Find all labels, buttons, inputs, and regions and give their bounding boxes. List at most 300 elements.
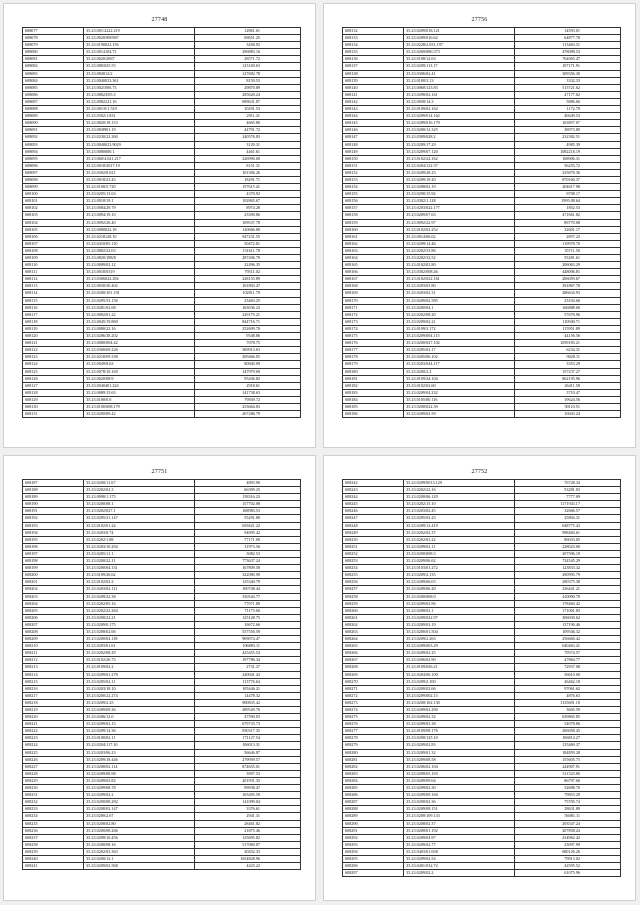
code-cell: 35.23.0092/22.97 — [404, 219, 515, 226]
account-cell: 608148 — [343, 141, 404, 148]
code-cell: 35.23.0202/08.20 — [404, 311, 515, 318]
amount-cell: 107171.91 — [515, 63, 621, 70]
amount-cell: 1852.53 — [515, 205, 621, 212]
code-cell: 35.23.0100/008.179 — [84, 403, 195, 410]
code-cell: 35.23.0204/06.100 — [404, 671, 515, 678]
code-cell: 35.23.00/8901.19 — [84, 127, 195, 134]
table-row — [343, 487, 621, 494]
code-cell: 35.23.0102/26.75 — [84, 657, 195, 664]
account-cell: 608242 — [343, 480, 404, 487]
account-cell: 608192 — [23, 515, 84, 522]
code-cell: 35.23.0018/2017.19 — [84, 162, 195, 169]
account-cell: 608245 — [343, 501, 404, 508]
amount-cell: 699631.87 — [195, 98, 301, 105]
account-cell: 608182 — [343, 382, 404, 389]
code-cell: 35.23.0020/2067 — [84, 56, 195, 63]
amount-cell: 207596.19 — [515, 550, 621, 557]
code-cell: 35.23.0202/22.16 — [404, 487, 515, 494]
table-row — [343, 536, 621, 543]
table-row — [23, 91, 301, 98]
code-cell: 35.23.0208/10.456 — [84, 834, 195, 841]
table-row — [343, 643, 621, 650]
account-cell: 608221 — [23, 721, 84, 728]
table-row — [23, 863, 301, 870]
table-row — [23, 290, 301, 297]
amount-cell: 293547.24 — [515, 820, 621, 827]
table-row — [23, 848, 301, 855]
code-cell: 35.23.0208/05.193 — [404, 770, 515, 777]
table-row — [23, 515, 301, 522]
account-cell: 608093 — [23, 141, 84, 148]
code-cell: 35.23.0089/15.63 — [84, 389, 195, 396]
account-cell: 608089 — [23, 113, 84, 120]
amount-cell: 900835.42 — [195, 699, 301, 706]
amount-cell: 4461.61 — [195, 148, 301, 155]
amount-cell: 79511.02 — [195, 269, 301, 276]
code-cell: 35.23.0080/004.42 — [84, 340, 195, 347]
amount-cell: 235878.36 — [515, 169, 621, 176]
code-cell: 35.23.0200/01.504 — [404, 628, 515, 635]
amount-cell: 137190.46 — [515, 621, 621, 628]
amount-cell: 64877.78 — [515, 35, 621, 42]
table-row — [343, 354, 621, 361]
code-cell: 35.23.0109/08.176 — [404, 728, 515, 735]
code-cell: 35.23.0209/09.26 — [84, 707, 195, 714]
account-cell: 608113 — [23, 283, 84, 290]
code-cell: 35.23.0202/03.22 — [404, 536, 515, 543]
account-cell: 608202 — [23, 586, 84, 593]
table-row — [23, 572, 301, 579]
table-row — [23, 806, 301, 813]
table-row — [343, 593, 621, 600]
table-row — [343, 501, 621, 508]
amount-cell: 52688.70 — [515, 785, 621, 792]
amount-cell: 209466.05 — [195, 354, 301, 361]
code-cell: 35.23.0820/188/8 — [84, 255, 195, 262]
account-cell: 608150 — [343, 155, 404, 162]
table-row — [23, 756, 301, 763]
account-cell: 608094 — [23, 148, 84, 155]
code-cell: 35.23.001/0/1.510 — [84, 106, 195, 113]
amount-cell: 930317.35 — [195, 728, 301, 735]
table-row — [343, 870, 621, 877]
amount-cell: 141099.04 — [195, 799, 301, 806]
code-cell: 35.23.0094/19.10 — [84, 212, 195, 219]
amount-cell: 168983.53 — [195, 508, 301, 515]
code-cell: 35.23.001/2222.219 — [84, 28, 195, 35]
table-row — [23, 529, 301, 536]
amount-cell: 14593.01 — [515, 28, 621, 35]
amount-cell: 679735.73 — [195, 721, 301, 728]
code-cell: 35.23.0078/10.169 — [84, 368, 195, 375]
table-row — [23, 403, 301, 410]
amount-cell: 47177.02 — [515, 91, 621, 98]
amount-cell: 998484.61 — [515, 529, 621, 536]
account-cell: 608178 — [343, 354, 404, 361]
account-cell: 608249 — [343, 529, 404, 536]
code-cell: 35.23.0218/09.338 — [84, 354, 195, 361]
account-cell: 608219 — [23, 707, 84, 714]
code-cell: 35.23.0030/30.402 — [84, 283, 195, 290]
table-row — [343, 692, 621, 699]
amount-cell: 66399.25 — [195, 487, 301, 494]
amount-cell: 141738.63 — [195, 389, 301, 396]
amount-cell: 123169.63 — [195, 63, 301, 70]
code-cell: 35.23.0205/02.11 — [84, 678, 195, 685]
amount-cell: 120666.80 — [195, 226, 301, 233]
account-cell: 608136 — [343, 56, 404, 63]
account-cell: 608107 — [23, 240, 84, 247]
code-cell: 35.23.0202/32.52 — [404, 255, 515, 262]
account-cell: 608121 — [23, 340, 84, 347]
account-cell: 608195 — [23, 536, 84, 543]
account-cell: 608156 — [343, 198, 404, 205]
amount-cell: 86033.05 — [515, 536, 621, 543]
amount-cell: 76728.34 — [515, 480, 621, 487]
account-cell: 608207 — [23, 621, 84, 628]
table-row — [343, 403, 621, 410]
amount-cell: 9028.11 — [515, 354, 621, 361]
account-cell: 608183 — [343, 389, 404, 396]
table-row — [23, 543, 301, 550]
amount-cell: 158316.23 — [195, 494, 301, 501]
amount-cell: 4425.22 — [195, 863, 301, 870]
table-row — [23, 113, 301, 120]
code-cell: 35.23.0209/02.25 — [404, 650, 515, 657]
account-cell: 608175 — [343, 333, 404, 340]
account-cell: 608241 — [23, 863, 84, 870]
account-cell: 608101 — [23, 198, 84, 205]
account-cell: 608263 — [343, 628, 404, 635]
table-row — [343, 162, 621, 169]
account-cell: 608165 — [343, 262, 404, 269]
amount-cell: 165495.59 — [195, 792, 301, 799]
account-cell: 608130 — [23, 403, 84, 410]
account-cell: 608166 — [343, 269, 404, 276]
table-row — [343, 508, 621, 515]
table-row — [23, 841, 301, 848]
amount-cell: 369913.63 — [195, 347, 301, 354]
account-cell: 608097 — [23, 169, 84, 176]
account-cell: 608272 — [343, 692, 404, 699]
table-row — [23, 501, 301, 508]
code-cell: 35.23.0206/12.0 — [84, 714, 195, 721]
code-cell: 35.23.0209/09.64 — [404, 777, 515, 784]
table-row — [343, 347, 621, 354]
amount-cell: 206063.29 — [515, 262, 621, 269]
amount-cell: 3997.53 — [195, 770, 301, 777]
account-cell: 608141 — [343, 91, 404, 98]
account-cell: 608254 — [343, 565, 404, 572]
table-row — [23, 247, 301, 254]
code-cell: 35.23.0100/02.11 — [84, 735, 195, 742]
table-row — [343, 855, 621, 862]
amount-cell: 86797.60 — [515, 777, 621, 784]
amount-cell: 724545.29 — [515, 558, 621, 565]
account-cell: 608108 — [23, 247, 84, 254]
amount-cell: 22496.35 — [195, 262, 301, 269]
table-row — [23, 550, 301, 557]
table-row — [343, 141, 621, 148]
account-cell: 608194 — [23, 529, 84, 536]
amount-cell: 267286.79 — [195, 411, 301, 418]
amount-cell: 79574.57 — [515, 650, 621, 657]
code-cell: 35.23.0018/19.1 — [84, 198, 195, 205]
account-cell: 608266 — [343, 650, 404, 657]
code-cell: 35.23.0202/02.37 — [404, 529, 515, 536]
amount-cell: 448006.81 — [515, 269, 621, 276]
code-cell: 35.23.0202/15.10 — [404, 501, 515, 508]
code-cell: 35.23.0208/02.1 — [404, 607, 515, 614]
amount-cell: 4370.92 — [195, 191, 301, 198]
table-row — [23, 134, 301, 141]
amount-cell: 773637.24 — [195, 558, 301, 565]
code-cell: 35.23.0200/2.2 — [404, 368, 515, 375]
table-row — [343, 375, 621, 382]
code-cell: 35.23.0109/26.62 — [84, 572, 195, 579]
amount-cell: 3129.31 — [195, 141, 301, 148]
amount-cell: 8974.28 — [195, 205, 301, 212]
account-cell: 608168 — [343, 283, 404, 290]
table-row — [343, 550, 621, 557]
table-row — [343, 77, 621, 84]
account-cell: 608147 — [343, 134, 404, 141]
account-cell: 608287 — [343, 799, 404, 806]
account-cell: 608169 — [343, 290, 404, 297]
account-cell: 608160 — [343, 226, 404, 233]
table-row — [343, 543, 621, 550]
account-cell: 608143 — [343, 106, 404, 113]
table-row — [343, 389, 621, 396]
amount-cell: 57670.96 — [515, 311, 621, 318]
table-row — [23, 855, 301, 862]
code-cell: 35.23.0209/17.29 — [404, 141, 515, 148]
account-cell: 608271 — [343, 685, 404, 692]
table-row — [23, 721, 301, 728]
code-cell: 35.23.0209/003.29 — [404, 643, 515, 650]
code-cell: 35.23.0060/123.83 — [404, 84, 515, 91]
table-row — [23, 191, 301, 198]
code-cell: 35.23.0102/02.60 — [404, 382, 515, 389]
amount-cell: 28571.72 — [195, 56, 301, 63]
amount-cell: 9548.86 — [195, 333, 301, 340]
account-cell: 608116 — [23, 304, 84, 311]
account-cell: 608208 — [23, 628, 84, 635]
account-cell: 608137 — [343, 63, 404, 70]
amount-cell: 517069.07 — [195, 841, 301, 848]
table-row — [23, 84, 301, 91]
account-cell: 608171 — [343, 304, 404, 311]
table-row — [343, 63, 621, 70]
table-row — [23, 354, 301, 361]
code-cell: 35.23.0209/02.82 — [84, 777, 195, 784]
code-cell: 35.23.0205/11.1 — [84, 550, 195, 557]
account-cell: 608218 — [23, 699, 84, 706]
code-cell: 35.23.0401/032.72 — [404, 863, 515, 870]
account-cell: 608119 — [23, 325, 84, 332]
table-row — [343, 269, 621, 276]
amount-cell: 228155.89 — [195, 276, 301, 283]
amount-cell: 279959.57 — [195, 756, 301, 763]
amount-cell: 46649.53 — [515, 113, 621, 120]
account-cell: 608277 — [343, 728, 404, 735]
table-row — [343, 607, 621, 614]
table-row — [343, 233, 621, 240]
account-cell: 608225 — [23, 749, 84, 756]
account-cell: 608135 — [343, 49, 404, 56]
amount-cell: 178460.42 — [515, 600, 621, 607]
account-cell: 608226 — [23, 756, 84, 763]
amount-cell: 106814.27 — [515, 735, 621, 742]
table-row — [23, 389, 301, 396]
table-row — [23, 593, 301, 600]
amount-cell: 2918.61 — [195, 382, 301, 389]
table-row — [343, 664, 621, 671]
code-cell: 35.23.0202/33.86 — [404, 247, 515, 254]
account-cell: 608217 — [23, 692, 84, 699]
table-row — [23, 198, 301, 205]
table-row — [343, 529, 621, 536]
code-cell: 35.23.0080022.18 — [84, 226, 195, 233]
account-cell: 608112 — [23, 276, 84, 283]
account-cell: 608216 — [23, 685, 84, 692]
amount-cell: 862195.96 — [515, 375, 621, 382]
table-row — [343, 113, 621, 120]
amount-cell: 197786.34 — [195, 657, 301, 664]
amount-cell: 206059.67 — [515, 276, 621, 283]
code-cell: 35.23.0209/022.97 — [404, 614, 515, 621]
amount-cell: 163036.23 — [195, 304, 301, 311]
ledger-table — [22, 27, 301, 418]
code-cell: 35.23.0200/11.67 — [84, 480, 195, 487]
account-cell: 608144 — [343, 113, 404, 120]
amount-cell: 287206.79 — [195, 255, 301, 262]
amount-cell: 25804.31 — [515, 515, 621, 522]
table-row — [23, 834, 301, 841]
table-row — [23, 636, 301, 643]
code-cell: 35.23.0105/80.116 — [404, 396, 515, 403]
account-cell: 608282 — [343, 763, 404, 770]
account-cell: 608222 — [23, 728, 84, 735]
account-cell: 608197 — [23, 550, 84, 557]
code-cell: 35.23.0286/38.202 — [84, 333, 195, 340]
account-cell: 608110 — [23, 262, 84, 269]
table-row — [343, 565, 621, 572]
account-cell: 608233 — [23, 806, 84, 813]
table-row — [23, 565, 301, 572]
amount-cell: 680126.26 — [515, 848, 621, 855]
code-cell: 35.23.0202/027.1 — [84, 508, 195, 515]
amount-cell: 99938.47 — [195, 785, 301, 792]
code-cell: 35.23.0206/02.90 — [404, 657, 515, 664]
amount-cell: 147979.69 — [195, 368, 301, 375]
amount-cell: 32666.57 — [515, 508, 621, 515]
account-cell: 608284 — [343, 777, 404, 784]
code-cell: 35.23.0269/086.373 — [404, 49, 515, 56]
table-row — [23, 792, 301, 799]
table-row — [23, 255, 301, 262]
amount-cell: 289520.76 — [195, 707, 301, 714]
table-row — [23, 799, 301, 806]
code-cell: 35.23.0203/06.23 — [84, 749, 195, 756]
account-cell: 608159 — [343, 219, 404, 226]
code-cell: 35.23.0014104.71 — [84, 49, 195, 56]
account-cell: 608191 — [23, 508, 84, 515]
code-cell: 35.23.0410/05.110 — [84, 240, 195, 247]
code-cell: 35.23.0200/102.130 — [404, 699, 515, 706]
table-row — [343, 770, 621, 777]
amount-cell: 1172.79 — [515, 106, 621, 113]
account-cell: 608129 — [23, 396, 84, 403]
amount-cell: 109546.32 — [515, 628, 621, 635]
amount-cell: 32601.17 — [515, 226, 621, 233]
account-cell: 608077 — [23, 28, 84, 35]
account-cell: 608152 — [343, 169, 404, 176]
amount-cell: 640463.41 — [515, 643, 621, 650]
account-cell: 608139 — [343, 77, 404, 84]
code-cell: 35.23.0209/01.278 — [84, 671, 195, 678]
amount-cell: 21875.46 — [195, 827, 301, 834]
table-row — [343, 304, 621, 311]
table-row — [343, 127, 621, 134]
amount-cell: 234962.42 — [515, 834, 621, 841]
account-cell: 608285 — [343, 785, 404, 792]
account-cell: 608212 — [23, 657, 84, 664]
table-row — [23, 628, 301, 635]
account-cell: 608123 — [23, 354, 84, 361]
amount-cell: 102865.67 — [195, 198, 301, 205]
amount-cell: 55281.61 — [515, 255, 621, 262]
table-row — [23, 233, 301, 240]
table-row — [23, 827, 301, 834]
table-row — [23, 42, 301, 49]
account-cell: 608209 — [23, 636, 84, 643]
account-cell: 608087 — [23, 98, 84, 105]
account-cell: 608220 — [23, 714, 84, 721]
table-row — [23, 820, 301, 827]
code-cell: 35.23.0200/06.129 — [404, 494, 515, 501]
amount-cell: 5886.66 — [515, 98, 621, 105]
account-cell: 608283 — [343, 770, 404, 777]
table-row — [343, 311, 621, 318]
code-cell: 35.23.0298/02.161 — [404, 91, 515, 98]
amount-cell: 47590.03 — [195, 714, 301, 721]
account-cell: 608174 — [343, 325, 404, 332]
account-cell: 608084 — [23, 77, 84, 84]
amount-cell: 131611.78 — [195, 247, 301, 254]
table-row — [343, 28, 621, 35]
code-cell: 35.23.0209/2.100 — [404, 678, 515, 685]
amount-cell: 3605.59 — [515, 707, 621, 714]
table-row — [343, 749, 621, 756]
ledger-sheet-27756 — [323, 3, 636, 448]
code-cell: 35.23.0200/101.191 — [84, 290, 195, 297]
account-cell: 608099 — [23, 184, 84, 191]
account-cell: 608276 — [343, 721, 404, 728]
account-cell: 608291 — [343, 827, 404, 834]
code-cell: 35.23.0203/02.111 — [84, 586, 195, 593]
account-cell: 608252 — [343, 550, 404, 557]
code-cell: 35.23.0200/89.42 — [84, 411, 195, 418]
amount-cell: 207858.24 — [515, 827, 621, 834]
code-cell: 35.23.0290/15.92 — [404, 191, 515, 198]
code-cell: 35.23.0202/05.16 — [84, 600, 195, 607]
account-cell: 608080 — [23, 49, 84, 56]
code-cell: 35.23.0209/02.290 — [404, 707, 515, 714]
table-row — [343, 763, 621, 770]
amount-cell: 168906.31 — [515, 155, 621, 162]
code-cell: 35.23.0205/02.17 — [404, 347, 515, 354]
